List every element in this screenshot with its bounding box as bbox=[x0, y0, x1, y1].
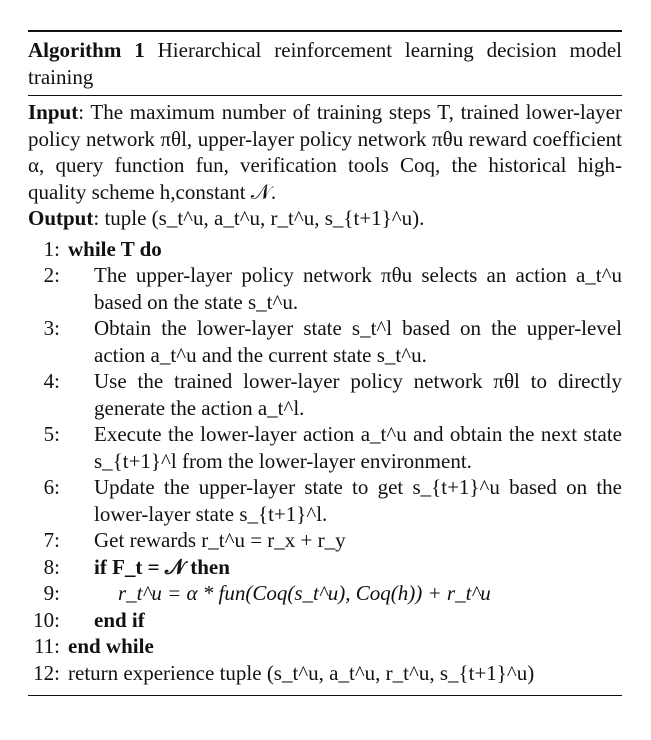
output-text: : tuple (s_t^u, a_t^u, r_t^u, s_{t+1}^u). bbox=[93, 206, 425, 230]
step-text: Update the upper-layer state to get s_{t+1}^u based on the lower-layer state s_{t+1}^l. bbox=[94, 475, 622, 526]
caption-title: Hierarchical reinforcement learning decision model training bbox=[28, 38, 622, 89]
input-section bbox=[28, 96, 622, 205]
step-12 bbox=[28, 660, 622, 687]
algorithm-caption bbox=[28, 32, 622, 95]
step-number: 8: bbox=[43, 554, 60, 579]
step-9 bbox=[28, 580, 622, 607]
step-text: Get rewards r_t^u = r_x + r_y bbox=[94, 528, 346, 552]
step-text: if F_t = 𝒩 then bbox=[94, 554, 230, 579]
step-number: 5: bbox=[43, 422, 60, 446]
step-number: 9: bbox=[43, 581, 60, 605]
output-label: Output bbox=[28, 206, 94, 230]
step-text: return experience tuple (s_t^u, a_t^u, r_t^u, s_{t+1}^u) bbox=[68, 660, 535, 685]
step-11 bbox=[28, 633, 622, 660]
algorithm-block bbox=[28, 30, 622, 696]
step-text: while T do bbox=[68, 236, 162, 261]
step-number: 4: bbox=[43, 369, 60, 393]
step-text: end while bbox=[68, 634, 154, 658]
step-number: 11: bbox=[33, 634, 60, 658]
bottom-rule bbox=[28, 695, 622, 696]
step-number: 1: bbox=[43, 236, 60, 261]
algorithm-steps bbox=[28, 232, 622, 696]
step-text: Obtain the lower-layer state s_t^l based on the upper-level action a_t^u and the current state s_t^u. bbox=[94, 316, 622, 367]
caption-label: Algorithm 1 bbox=[28, 38, 145, 62]
step-6 bbox=[28, 474, 622, 527]
step-text: r_t^u = α * fun(Coq(s_t^u), Coq(h)) + r_t^u bbox=[118, 581, 491, 605]
step-text: end if bbox=[94, 607, 145, 632]
step-number: 7: bbox=[43, 528, 60, 552]
step-number: 10: bbox=[33, 607, 60, 632]
step-1 bbox=[28, 236, 622, 263]
input-label: Input bbox=[28, 100, 79, 124]
step-text: Use the trained lower-layer policy network πθl to directly generate the action a_t^l. bbox=[94, 369, 622, 420]
step-number: 2: bbox=[43, 263, 60, 287]
step-number: 12: bbox=[33, 660, 60, 685]
step-8 bbox=[28, 554, 622, 581]
step-text: The upper-layer policy network πθu selects an action a_t^u based on the state s_t^u. bbox=[94, 263, 622, 314]
step-text: Execute the lower-layer action a_t^u and obtain the next state s_{t+1}^l from the lower-layer environment. bbox=[94, 422, 622, 473]
step-2 bbox=[28, 262, 622, 315]
step-3 bbox=[28, 315, 622, 368]
input-text: : The maximum number of training steps T, trained lower-layer policy network πθl, upper-layer policy network πθu reward coefficient α, query function fun, verification tools Coq, the historical high-quality scheme h,constant 𝒩. bbox=[28, 100, 622, 204]
step-5 bbox=[28, 421, 622, 474]
step-number: 6: bbox=[43, 475, 60, 499]
step-10 bbox=[28, 607, 622, 634]
step-number: 3: bbox=[43, 316, 60, 340]
step-7 bbox=[28, 527, 622, 554]
output-section bbox=[28, 205, 622, 232]
step-4 bbox=[28, 368, 622, 421]
